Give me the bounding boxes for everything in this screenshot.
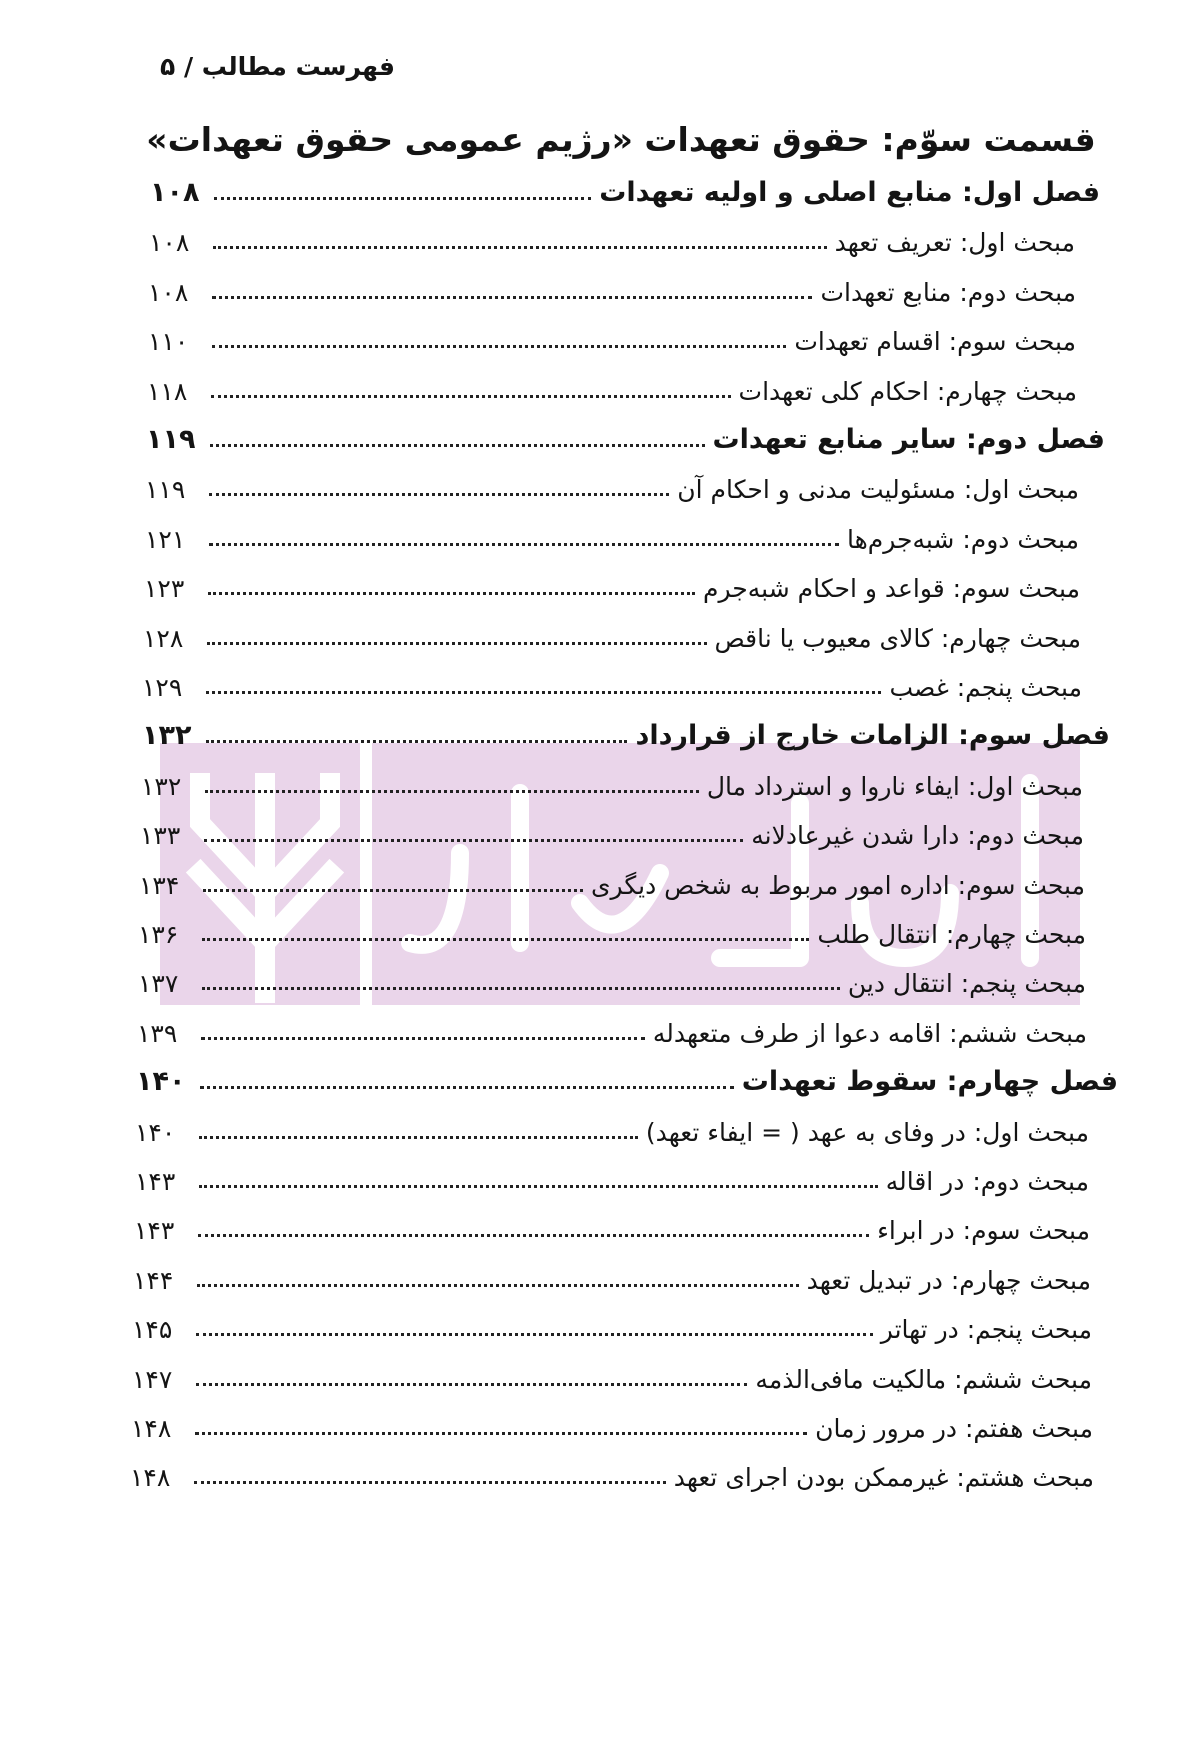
- toc-entry-title: مبحث هفتم: در مرور زمان: [815, 1414, 1093, 1443]
- toc-section-entry: [145, 460, 1079, 504]
- toc-page-number: ۱۲۸: [143, 624, 184, 653]
- dot-leader: [213, 232, 827, 249]
- toc-entry-title: مبحث سوم: اقسام تعهدات: [794, 327, 1076, 356]
- toc-entry-title: مبحث سوم: قواعد و احکام شبه‌جرم: [703, 574, 1080, 603]
- toc-section-entry: [148, 263, 1076, 307]
- toc-entry-title: مبحث پنجم: انتقال دین: [847, 969, 1086, 998]
- toc-page-number: ۱۱۹: [146, 424, 196, 455]
- dot-leader: [212, 282, 812, 299]
- dot-leader: [205, 776, 699, 793]
- toc-entry-title: مبحث اول: مسئولیت مدنی و احکام آن: [677, 475, 1079, 504]
- toc-page-number: ۱۳۷: [138, 969, 179, 998]
- toc-entry-title: مبحث دوم: دارا شدن غیرعادلانه: [751, 821, 1084, 850]
- dot-leader: [202, 924, 809, 941]
- toc-page-number: ۱۳۹: [137, 1019, 178, 1048]
- toc-page-number: ۱۳۲: [142, 720, 192, 751]
- toc-page-number: ۱۴۴: [133, 1266, 174, 1295]
- toc-section-entry: [143, 609, 1081, 653]
- toc-chapter-entry: [142, 707, 1110, 751]
- toc-entry-title: مبحث سوم: اداره امور مربوط به شخص دیگری: [590, 871, 1085, 900]
- dot-leader: [196, 1369, 747, 1386]
- toc-section-entry: [145, 510, 1079, 554]
- dot-leader: [195, 1418, 807, 1435]
- toc-entry-title: مبحث دوم: شبه‌جرم‌ها: [846, 525, 1079, 554]
- toc-entry-title: مبحث چهارم: انتقال طلب: [817, 920, 1086, 949]
- part-title: قسمت سوّم: حقوق تعهدات «رژیم عمومی حقوق تعهدات»: [146, 120, 1096, 159]
- dot-leader: [209, 529, 839, 546]
- toc-section-entry: [137, 1004, 1087, 1048]
- toc-page-number: ۱۳۳: [140, 821, 181, 850]
- toc-page-number: ۱۱۸: [147, 377, 188, 406]
- toc-chapter-entry: [136, 1053, 1118, 1097]
- dot-leader: [206, 726, 627, 743]
- toc-page-number: ۱۴۸: [131, 1414, 172, 1443]
- toc-section-entry: [135, 1152, 1089, 1196]
- toc-entry-title: مبحث دوم: منابع تعهدات: [820, 278, 1076, 307]
- toc-entry-title: مبحث اول: تعریف تعهد: [834, 228, 1075, 257]
- toc-entry-title: مبحث هشتم: غیرممکن بودن اجرای تعهد: [673, 1463, 1094, 1492]
- dot-leader: [207, 628, 707, 645]
- toc-section-entry: [138, 954, 1086, 998]
- toc-section-entry: [134, 1201, 1090, 1245]
- dot-leader: [203, 875, 583, 892]
- toc-section-entry: [131, 1399, 1093, 1443]
- toc-entry-title: مبحث چهارم: کالای معیوب یا ناقص: [714, 624, 1081, 653]
- toc-entry-title: مبحث پنجم: غصب: [889, 673, 1082, 702]
- dot-leader: [202, 973, 840, 990]
- dot-leader: [197, 1270, 799, 1287]
- dot-leader: [214, 183, 591, 200]
- toc-section-entry: [132, 1350, 1092, 1394]
- toc-page-number: ۱۰۸: [150, 177, 200, 208]
- dot-leader: [198, 1220, 869, 1237]
- toc-page-number: ۱۲۳: [144, 574, 185, 603]
- toc-section-entry: [140, 806, 1084, 850]
- toc-entry-title: فصل سوم: الزامات خارج از قرارداد: [635, 720, 1110, 751]
- toc-entry-title: مبحث چهارم: در تبدیل تعهد: [806, 1266, 1091, 1295]
- toc-page-number: ۱۰۸: [149, 228, 190, 257]
- dot-leader: [204, 825, 743, 842]
- toc-entry-title: فصل اول: منابع اصلی و اولیه تعهدات: [599, 177, 1100, 208]
- dot-leader: [209, 479, 669, 496]
- toc-entry-title: فصل دوم: سایر منابع تعهدات: [712, 424, 1105, 455]
- toc-section-entry: [132, 1300, 1092, 1344]
- toc-page-number: ۱۱۰: [148, 327, 189, 356]
- toc-section-entry: [133, 1251, 1091, 1295]
- toc-page-number: ۱۳۴: [139, 871, 180, 900]
- toc-page-number: ۱۰۸: [148, 278, 189, 307]
- toc-entry-title: مبحث اول: ایفاء ناروا و استرداد مال: [706, 772, 1083, 801]
- dot-leader: [201, 1023, 645, 1040]
- toc-page-number: ۱۴۷: [132, 1365, 173, 1394]
- dot-leader: [208, 578, 695, 595]
- dot-leader: [199, 1171, 878, 1188]
- toc-page-number: ۱۴۳: [135, 1167, 176, 1196]
- toc-entry-title: فصل چهارم: سقوط تعهدات: [741, 1066, 1118, 1097]
- toc-section-entry: [142, 658, 1082, 702]
- dot-leader: [200, 1072, 734, 1089]
- toc-entry-title: مبحث ششم: اقامه دعوا از طرف متعهدله: [652, 1019, 1087, 1048]
- dot-leader: [211, 381, 731, 398]
- toc-entry-title: مبحث ششم: مالکیت مافی‌الذمه: [755, 1365, 1092, 1394]
- toc-chapter-entry: [146, 411, 1105, 455]
- toc-entry-title: مبحث چهارم: احکام کلی تعهدات: [738, 377, 1077, 406]
- dot-leader: [212, 331, 786, 348]
- toc-page-number: ۱۳۶: [138, 920, 179, 949]
- toc-page-number: ۱۲۱: [145, 525, 186, 554]
- toc-section-entry: [135, 1103, 1089, 1147]
- dot-leader: [196, 1319, 873, 1336]
- toc-entry-title: مبحث پنجم: در تهاتر: [880, 1315, 1092, 1344]
- toc-page-number: ۱۲۹: [142, 673, 183, 702]
- toc-page-number: ۱۱۹: [145, 475, 186, 504]
- running-head: فهرست مطالب / ۵: [160, 52, 396, 81]
- toc-page-number: ۱۴۸: [130, 1463, 171, 1492]
- toc-section-entry: [141, 757, 1083, 801]
- toc-section-entry: [139, 856, 1085, 900]
- toc-section-entry: [149, 213, 1075, 257]
- toc-page-number: ۱۴۵: [132, 1315, 173, 1344]
- toc-entry-title: مبحث اول: در وفای به عهد ( = ایفاء تعهد): [645, 1118, 1089, 1147]
- toc-section-entry: [147, 362, 1077, 406]
- toc-section-entry: [148, 312, 1076, 356]
- toc-section-entry: [144, 559, 1080, 603]
- toc-section-entry: [138, 905, 1086, 949]
- toc-chapter-entry: [150, 164, 1100, 208]
- toc-entry-title: مبحث دوم: در اقاله: [885, 1167, 1089, 1196]
- toc-page-number: ۱۴۰: [135, 1118, 176, 1147]
- toc-page-number: ۱۴۰: [136, 1066, 186, 1097]
- toc-section-entry: [130, 1448, 1094, 1492]
- dot-leader: [194, 1467, 666, 1484]
- dot-leader: [210, 430, 705, 447]
- toc-page-number: ۱۳۲: [141, 772, 182, 801]
- dot-leader: [199, 1122, 638, 1139]
- toc-entry-title: مبحث سوم: در ابراء: [877, 1216, 1090, 1245]
- dot-leader: [206, 677, 881, 694]
- toc-page-number: ۱۴۳: [134, 1216, 175, 1245]
